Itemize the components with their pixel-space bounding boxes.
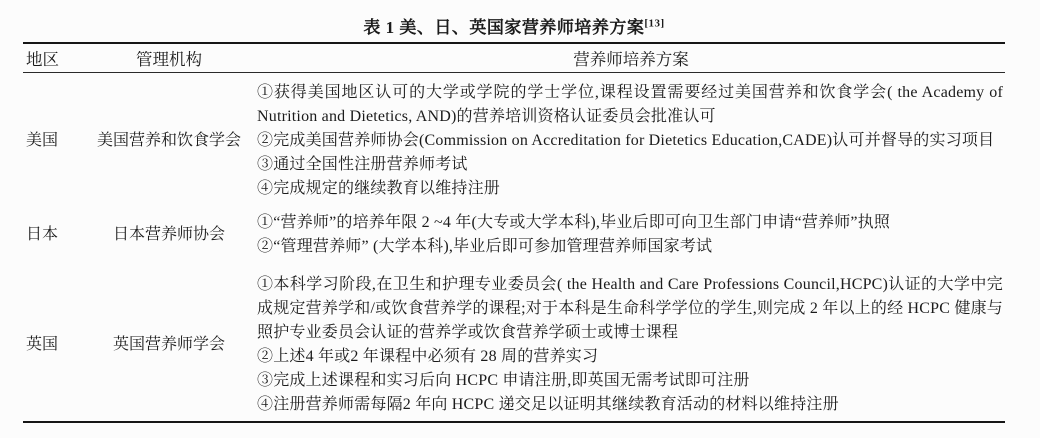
program-item: ②上述4 年或2 年课程中必须有 28 周的营养实习 xyxy=(257,348,599,365)
header-program: 营养师培养方案 xyxy=(573,50,689,69)
table-row xyxy=(23,267,1005,421)
region-cell: 美国 xyxy=(26,132,59,149)
region-cell: 英国 xyxy=(26,336,59,353)
header-agency: 管理机构 xyxy=(136,50,202,69)
region-cell: 日本 xyxy=(26,226,59,243)
program-cell xyxy=(257,273,1005,417)
program-item: ②“管理营养师” (大学本科),毕业后即可参加管理营养师国家考试 xyxy=(257,238,713,255)
program-item: ①“营养师”的培养年限 2 ~4 年(大专或大学本科),毕业后即可向卫生部门申请“营养师”执照 xyxy=(257,214,891,231)
program-item: ①本科学习阶段,在卫生和护理专业委员会( the Health and Care Professions Council,HCPC)认证的大学中完成规定营养学和/或饮食营养学的课程;对于本科是生命科学学位的学生,则完成 2 年以上的经 HCPC 健康与照护专业委员会认证的营养学或饮食营养学硕士或博士课程 xyxy=(257,276,1003,341)
program-cell xyxy=(257,81,1005,201)
agency-cell: 美国营养和饮食学会 xyxy=(96,132,241,149)
table-bottom-rule xyxy=(23,421,1005,423)
table-title-reference: [13] xyxy=(644,17,665,30)
table-row xyxy=(23,73,1005,205)
program-item: ①获得美国地区认可的大学或学院的学士学位,课程设置需要经过美国营养和饮食学会( the Academy of Nutrition and Dietetics, AND)的营养培训资格认证委员会批准认可 xyxy=(257,84,1003,125)
table-body xyxy=(23,73,1005,421)
table-header-row xyxy=(23,44,1005,72)
program-cell xyxy=(257,211,1005,259)
program-item: ③通过全国性注册营养师考试 xyxy=(257,156,468,173)
table-row xyxy=(23,205,1005,267)
table-title-text: 表 1 美、日、英国家营养师培养方案 xyxy=(363,18,645,37)
agency-cell: 英国营养师学会 xyxy=(112,336,225,353)
program-item: ④完成规定的继续教育以维持注册 xyxy=(257,180,501,197)
agency-cell: 日本营养师协会 xyxy=(112,226,225,243)
table-title xyxy=(23,0,1005,42)
program-item: ③完成上述课程和实习后向 HCPC 申请注册,即英国无需考试即可注册 xyxy=(257,372,750,389)
program-item: ④注册营养师需每隔2 年向 HCPC 递交足以证明其继续教育活动的材料以维持注册 xyxy=(257,396,839,413)
header-region: 地区 xyxy=(26,50,59,69)
program-item: ②完成美国营养师协会(Commission on Accreditation for Dietetics Education,CADE)认可并督导的实习项目 xyxy=(257,132,995,149)
table xyxy=(23,0,1005,423)
